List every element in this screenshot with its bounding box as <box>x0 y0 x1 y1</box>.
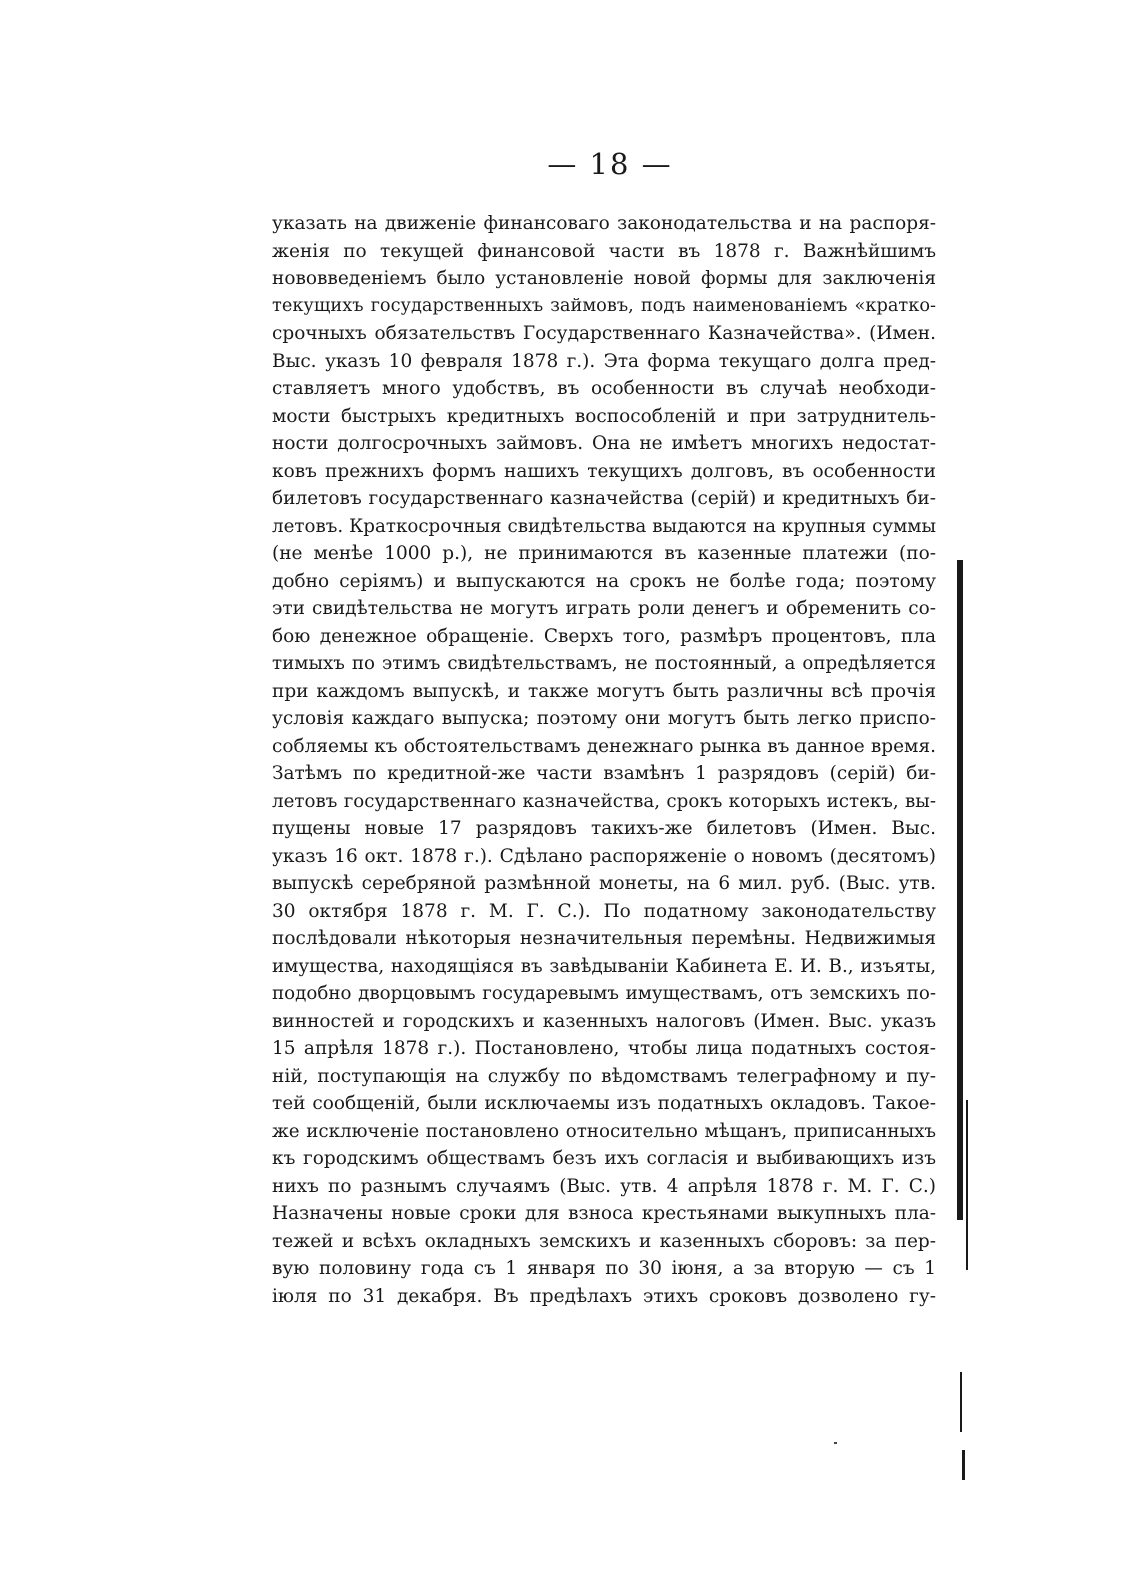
text-line: при каждомъ выпускѣ, и также могутъ быть различны всѣ прочія <box>272 680 936 702</box>
text-line: ній, поступающія на службу по вѣдомствамъ телеграфному и пу- <box>272 1065 936 1087</box>
text-line: пущены новые 17 разрядовъ такихъ-же билетовъ (Имен. Выс. <box>272 818 936 839</box>
text-line: указъ 16 окт. 1878 г.). Сдѣлано распоряженіе о новомъ (десятомъ) <box>272 845 936 867</box>
text-line: винностей и городскихъ и казенныхъ налоговъ (Имен. Выс. указъ <box>272 1010 936 1032</box>
text-line: тей сообщеній, были исключаемы изъ податныхъ окладовъ. Такое- <box>272 1093 936 1114</box>
text-line: нихъ по разнымъ случаямъ (Выс. утв. 4 апрѣля 1878 г. М. Г. С.) <box>272 1175 936 1197</box>
text-line: къ городскимъ обществамъ безъ ихъ согласія и выбивающихъ изъ <box>272 1148 936 1169</box>
text-line: ковъ прежнихъ формъ нашихъ текущихъ долговъ, въ особенности <box>272 460 936 482</box>
text-line: женія по текущей финансовой части въ 1878 г. Важнѣйшимъ <box>272 240 936 262</box>
text-line: добно серіямъ) и выпускаются на срокъ не болѣе года; поэтому <box>272 570 936 592</box>
text-line: тежей и всѣхъ окладныхъ земскихъ и казенныхъ сборовъ: за пер- <box>272 1230 936 1252</box>
text-line: Выс. указъ 10 февраля 1878 г.). Эта форма текущаго долга пред- <box>272 350 936 372</box>
text-line: тимыхъ по этимъ свидѣтельствамъ, не постоянный, а опредѣляется <box>272 653 936 674</box>
text-line: летовъ государственнаго казначейства, срокъ которыхъ истекъ, вы- <box>272 790 936 812</box>
text-line: (не менѣе 1000 р.), не принимаются въ казенные платежи (по- <box>272 543 936 564</box>
text-line: же исключеніе постановлено относительно мѣщанъ, приписанныхъ <box>272 1120 936 1142</box>
text-line: указать на движеніе финансоваго законодательства и на распоря- <box>272 213 936 234</box>
text-line: срочныхъ обязательствъ Государственнаго Казначейства». (Имен. <box>272 323 936 344</box>
text-line: эти свидѣтельства не могутъ играть роли денегъ и обременить со- <box>272 598 936 619</box>
text-line: подобно дворцовымъ государевымъ имуществамъ, отъ земскихъ по- <box>272 983 936 1004</box>
text-line: іюля по 31 декабря. Въ предѣлахъ этихъ сроковъ дозволено гу- <box>272 1285 936 1307</box>
scan-speck <box>834 1442 837 1444</box>
text-line: Назначены новые сроки для взноса крестьянами выкупныхъ пла- <box>272 1203 936 1224</box>
text-line: нововведеніемъ было установленіе новой формы для заключенія <box>272 268 936 289</box>
text-line: 15 апрѣля 1878 г.). Постановлено, чтобы лица податныхъ состоя- <box>272 1038 936 1059</box>
body-text <box>272 210 936 1310</box>
text-line: имущества, находящіяся въ завѣдываніи Кабинета Е. И. В., изъяты, <box>272 955 936 977</box>
text-line: ставляетъ много удобствъ, въ особенности въ случаѣ необходи- <box>272 378 936 399</box>
text-line: мости быстрыхъ кредитныхъ воспособленій и при затруднитель- <box>272 405 936 427</box>
text-line: летовъ. Краткосрочныя свидѣтельства выдаются на крупныя суммы <box>272 515 936 537</box>
text-line: билетовъ государственнаго казначейства (серій) и кредитныхъ би- <box>272 488 936 509</box>
margin-scan-mark <box>966 1100 968 1270</box>
text-line: текущихъ государственныхъ займовъ, подъ наименованіемъ «кратко- <box>272 295 936 316</box>
text-line: бою денежное обращеніе. Сверхъ того, размѣръ процентовъ, пла <box>272 625 936 647</box>
text-line: послѣдовали нѣкоторыя незначительныя перемѣны. Недвижимыя <box>272 928 936 949</box>
text-line: условія каждаго выпуска; поэтому они могутъ быть легко приспо- <box>272 708 936 729</box>
text-line: 30 октября 1878 г. М. Г. С.). По податному законодательству <box>272 900 936 922</box>
margin-scan-mark <box>962 1450 965 1480</box>
page-number: — 18 — <box>547 147 673 181</box>
margin-scan-mark <box>960 1372 962 1432</box>
text-line: ности долгосрочныхъ займовъ. Она не имѣетъ многихъ недостат- <box>272 433 936 454</box>
text-line: вую половину года съ 1 января по 30 іюня, а за вторую — съ 1 <box>272 1258 936 1279</box>
text-line: Затѣмъ по кредитной-же части взамѣнъ 1 разрядовъ (серій) би- <box>272 763 936 784</box>
margin-scan-mark <box>957 560 963 1220</box>
text-line: собляемы къ обстоятельствамъ денежнаго рынка въ данное время. <box>272 735 936 757</box>
text-line: выпускѣ серебряной размѣнной монеты, на 6 мил. руб. (Выс. утв. <box>272 873 936 894</box>
